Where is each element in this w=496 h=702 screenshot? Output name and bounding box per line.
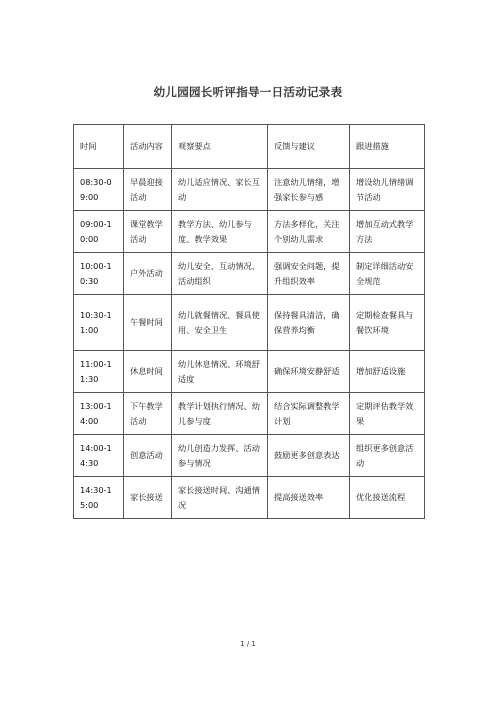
activity-cell: 下午教学活动 (124, 393, 172, 435)
followup-cell: 定期检查餐具与餐饮环境 (350, 295, 425, 351)
header-observation: 观察要点 (172, 125, 268, 169)
table-row (74, 351, 425, 393)
activity-cell: 午餐时间 (124, 295, 172, 351)
followup-cell: 增设幼儿情绪调节活动 (350, 169, 425, 211)
activity-cell: 家长接送 (124, 477, 172, 519)
activity-cell: 创意活动 (124, 435, 172, 477)
feedback-cell: 提高接送效率 (268, 477, 350, 519)
table-header-row (74, 125, 425, 169)
followup-cell: 增加舒适设施 (350, 351, 425, 393)
observation-cell: 家长接送时间、沟通情况 (172, 477, 268, 519)
observation-cell: 幼儿安全、互动情况、活动组织 (172, 253, 268, 295)
table-row (74, 295, 425, 351)
observation-cell: 教学计划执行情况、幼儿参与度 (172, 393, 268, 435)
feedback-cell: 保持餐具清洁，确保营养均衡 (268, 295, 350, 351)
time-cell: 13:00-14:00 (74, 393, 124, 435)
observation-cell: 幼儿就餐情况、餐具使用、安全卫生 (172, 295, 268, 351)
feedback-cell: 结合实际调整教学计划 (268, 393, 350, 435)
table-row (74, 169, 425, 211)
followup-cell: 定期评估教学效果 (350, 393, 425, 435)
followup-cell: 组织更多创意活动 (350, 435, 425, 477)
header-activity: 活动内容 (124, 125, 172, 169)
table-row (74, 435, 425, 477)
time-cell: 14:30-15:00 (74, 477, 124, 519)
feedback-cell: 强调安全问题，提升组织效率 (268, 253, 350, 295)
header-time: 时间 (74, 125, 124, 169)
feedback-cell: 鼓励更多创意表达 (268, 435, 350, 477)
feedback-cell: 注意幼儿情绪，增强家长参与感 (268, 169, 350, 211)
activity-cell: 户外活动 (124, 253, 172, 295)
time-cell: 10:00-10:30 (74, 253, 124, 295)
observation-cell: 幼儿休息情况、环境舒适度 (172, 351, 268, 393)
observation-cell: 教学方法、幼儿参与度、教学效果 (172, 211, 268, 253)
feedback-cell: 确保环境安静舒适 (268, 351, 350, 393)
activity-record-table (73, 124, 425, 519)
followup-cell: 制定详细活动安全规范 (350, 253, 425, 295)
time-cell: 09:00-10:00 (74, 211, 124, 253)
page-number: 1 / 1 (240, 640, 256, 648)
header-followup: 跟进措施 (350, 125, 425, 169)
header-feedback: 反馈与建议 (268, 125, 350, 169)
activity-cell: 课堂教学活动 (124, 211, 172, 253)
activity-cell: 早晨迎接活动 (124, 169, 172, 211)
table-row (74, 253, 425, 295)
observation-cell: 幼儿适应情况、家长互动 (172, 169, 268, 211)
observation-cell: 幼儿创造力发挥、活动参与情况 (172, 435, 268, 477)
followup-cell: 优化接送流程 (350, 477, 425, 519)
time-cell: 11:00-11:30 (74, 351, 124, 393)
table-row (74, 393, 425, 435)
table-row (74, 211, 425, 253)
time-cell: 08:30-09:00 (74, 169, 124, 211)
activity-cell: 休息时间 (124, 351, 172, 393)
time-cell: 10:30-11:00 (74, 295, 124, 351)
table-row (74, 477, 425, 519)
time-cell: 14:00-14:30 (74, 435, 124, 477)
document-title: 幼儿园园长听评指导一日活动记录表 (153, 85, 343, 99)
followup-cell: 增加互动式教学方法 (350, 211, 425, 253)
feedback-cell: 方法多样化，关注个别幼儿需求 (268, 211, 350, 253)
